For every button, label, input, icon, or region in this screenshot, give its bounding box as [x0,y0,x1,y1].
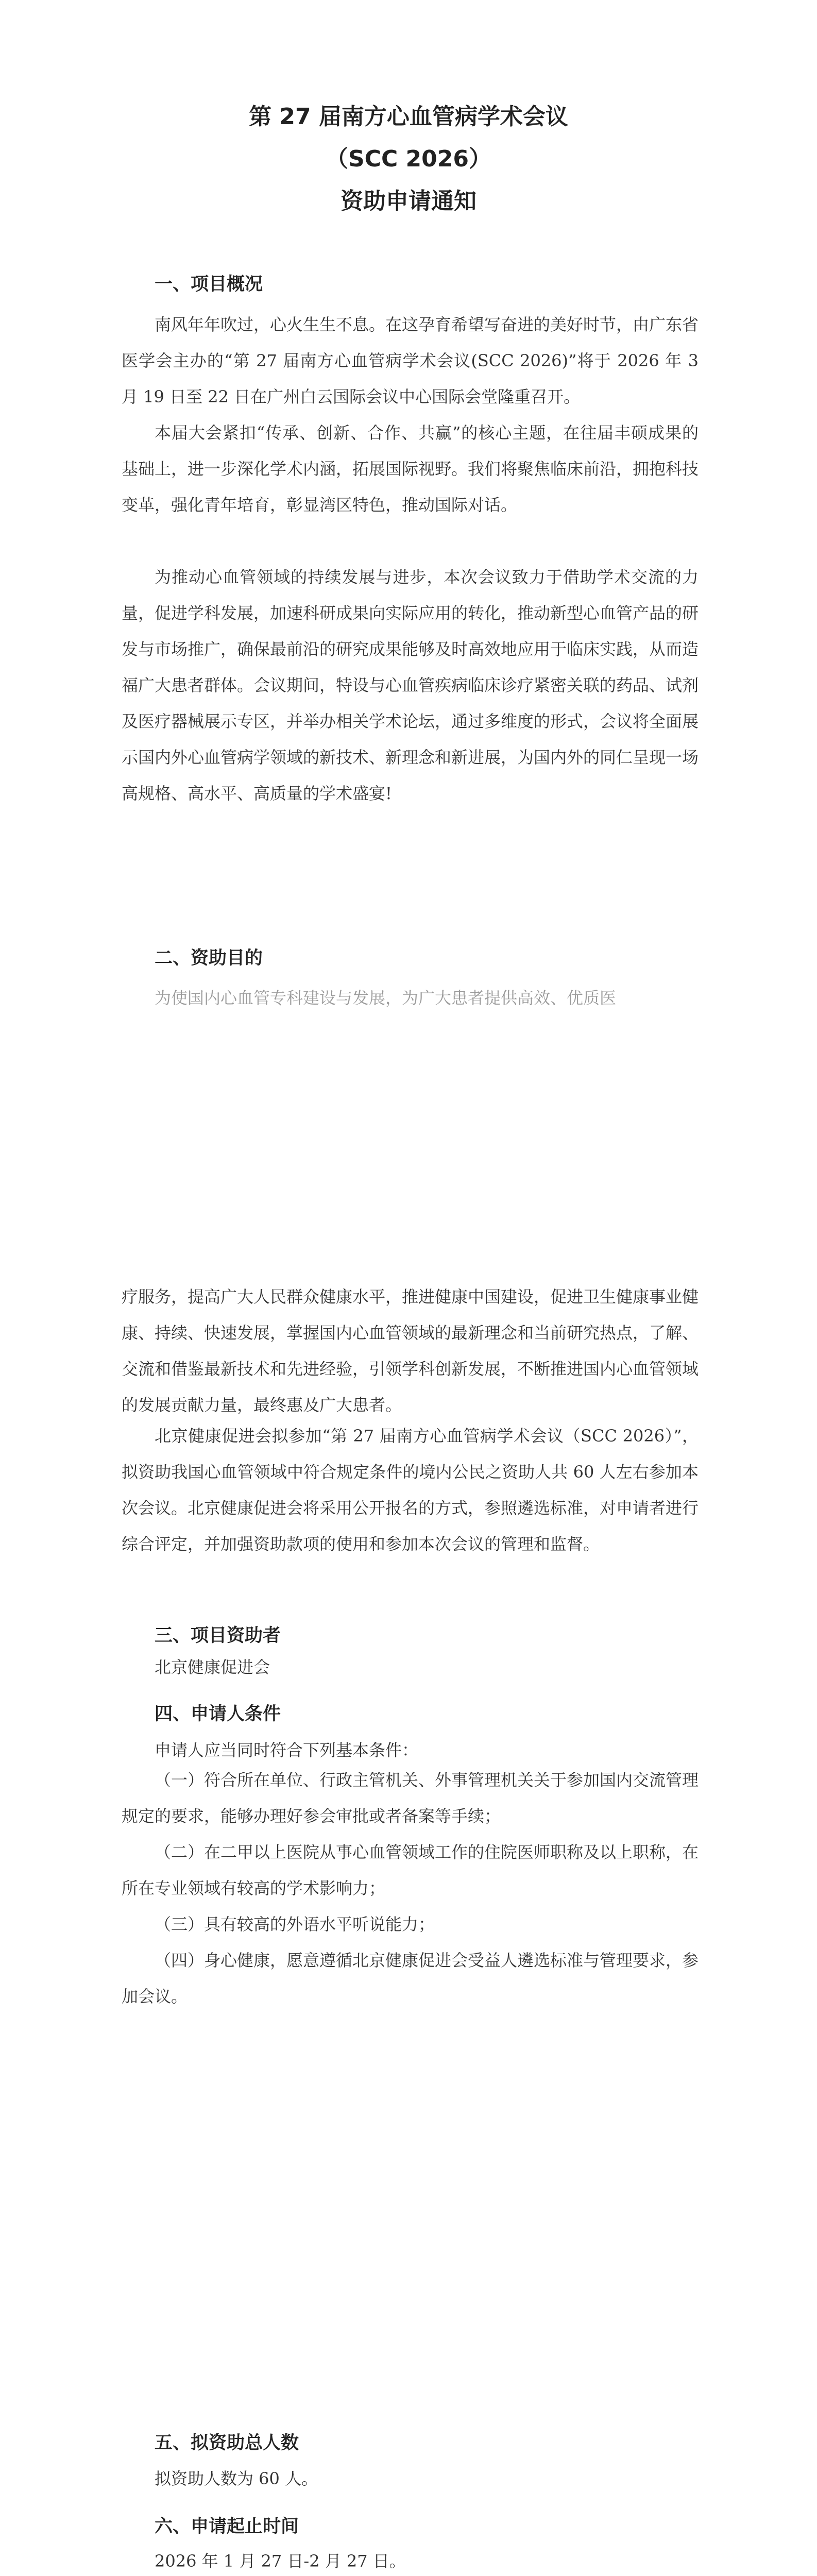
overview-paragraph-3: 为推动心血管领域的持续发展与进步，本次会议致力于借助学术交流的力量，促进学科发展，加速科研成果向实际应用的转化，推动新型心血管产品的研发与市场推广，确保最前沿的研究成果能够及时高效地应用于临床实践，从而造福广大患者群体。会议期间，特设与心血管疾病临床诊疗紧密关联的药品、试剂及医疗器械展示专区，并举办相关学术论坛，通过多维度的形式，会议将全面展示国内外心血管病学领域的新技术、新理念和新进展，为国内外的同仁呈现一场高规格、高水平、高质量的学术盛宴! [122,567,699,803]
section-heading-overview: 一、项目概况 [155,274,263,295]
total-recipients: 拟资助人数为 60 人。 [155,2469,318,2488]
page-notice-title: 资助申请通知 [341,188,476,214]
section-heading-eligibility: 四、申请人条件 [155,1704,281,1724]
overview-paragraph-1: 南风年年吹过，心火生生不息。在这孕育希望写奋进的美好时节，由广东省医学会主办的“第 27 届南方心血管病学术会议(SCC 2026)”将于 2026 年 3 月 19 日至 22 日在广州白云国际会议中心国际会堂隆重召开。 [122,315,699,406]
eligibility-condition-1: （一）符合所在单位、行政主管机关、外事管理机关关于参加国内交流管理规定的要求，能够办理好参会审批或者备案等手续； [122,1770,699,1826]
section-heading-period: 六、申请起止时间 [155,2516,299,2537]
page-title: 第 27 届南方心血管病学术会议 [249,104,568,130]
sponsor-name: 北京健康促进会 [155,1657,270,1677]
eligibility-intro: 申请人应当同时符合下列基本条件： [155,1740,419,1760]
eligibility-condition-3: （三）具有较高的外语水平听说能力； [155,1914,435,1934]
overview-paragraph-2: 本届大会紧扣“传承、创新、合作、共赢”的核心主题，在往届丰硕成果的基础上，进一步深化学术内涵，拓展国际视野。我们将聚焦临床前沿，拥抱科技变革，强化青年培育，彰显湾区特色，推动国际对话。 [122,423,699,515]
eligibility-condition-4: （四）身心健康，愿意遵循北京健康促进会受益人遴选标准与管理要求，参加会议。 [122,1951,699,2006]
purpose-paragraph-2: 北京健康促进会拟参加“第 27 届南方心血管病学术会议（SCC 2026）”，拟资助我国心血管领域中符合规定条件的境内公民之资助人共 60 人左右参加本次会议。北京健康促进会将采用公开报名的方式，参照遴选标准，对申请者进行综合评定，并加强资助款项的使用和参加本次会议的管理和监督。 [122,1426,699,1554]
application-period: 2026 年 1 月 27 日-2 月 27 日。 [155,2551,406,2571]
page-subtitle: （SCC 2026） [325,146,492,172]
purpose-paragraph-1-continued: 疗服务，提高广大人民群众健康水平，推进健康中国建设，促进卫生健康事业健康、持续、快速发展，掌握国内心血管领域的最新理念和当前研究热点，了解、交流和借鉴最新技术和先进经验，引领学科创新发展，不断推进国内心血管领域的发展贡献力量，最终惠及广大患者。 [122,1287,699,1415]
section-heading-sponsor: 三、项目资助者 [155,1625,281,1646]
purpose-paragraph-1-top: 为使国内心血管专科建设与发展，为广大患者提供高效、优质医 [155,988,617,1008]
section-heading-purpose: 二、资助目的 [155,948,263,969]
eligibility-condition-2: （二）在二甲以上医院从事心血管领域工作的住院医师职称及以上职称，在所在专业领域有较高的学术影响力； [122,1842,699,1898]
section-heading-total: 五、拟资助总人数 [155,2433,299,2453]
title-block [0,106,817,232]
